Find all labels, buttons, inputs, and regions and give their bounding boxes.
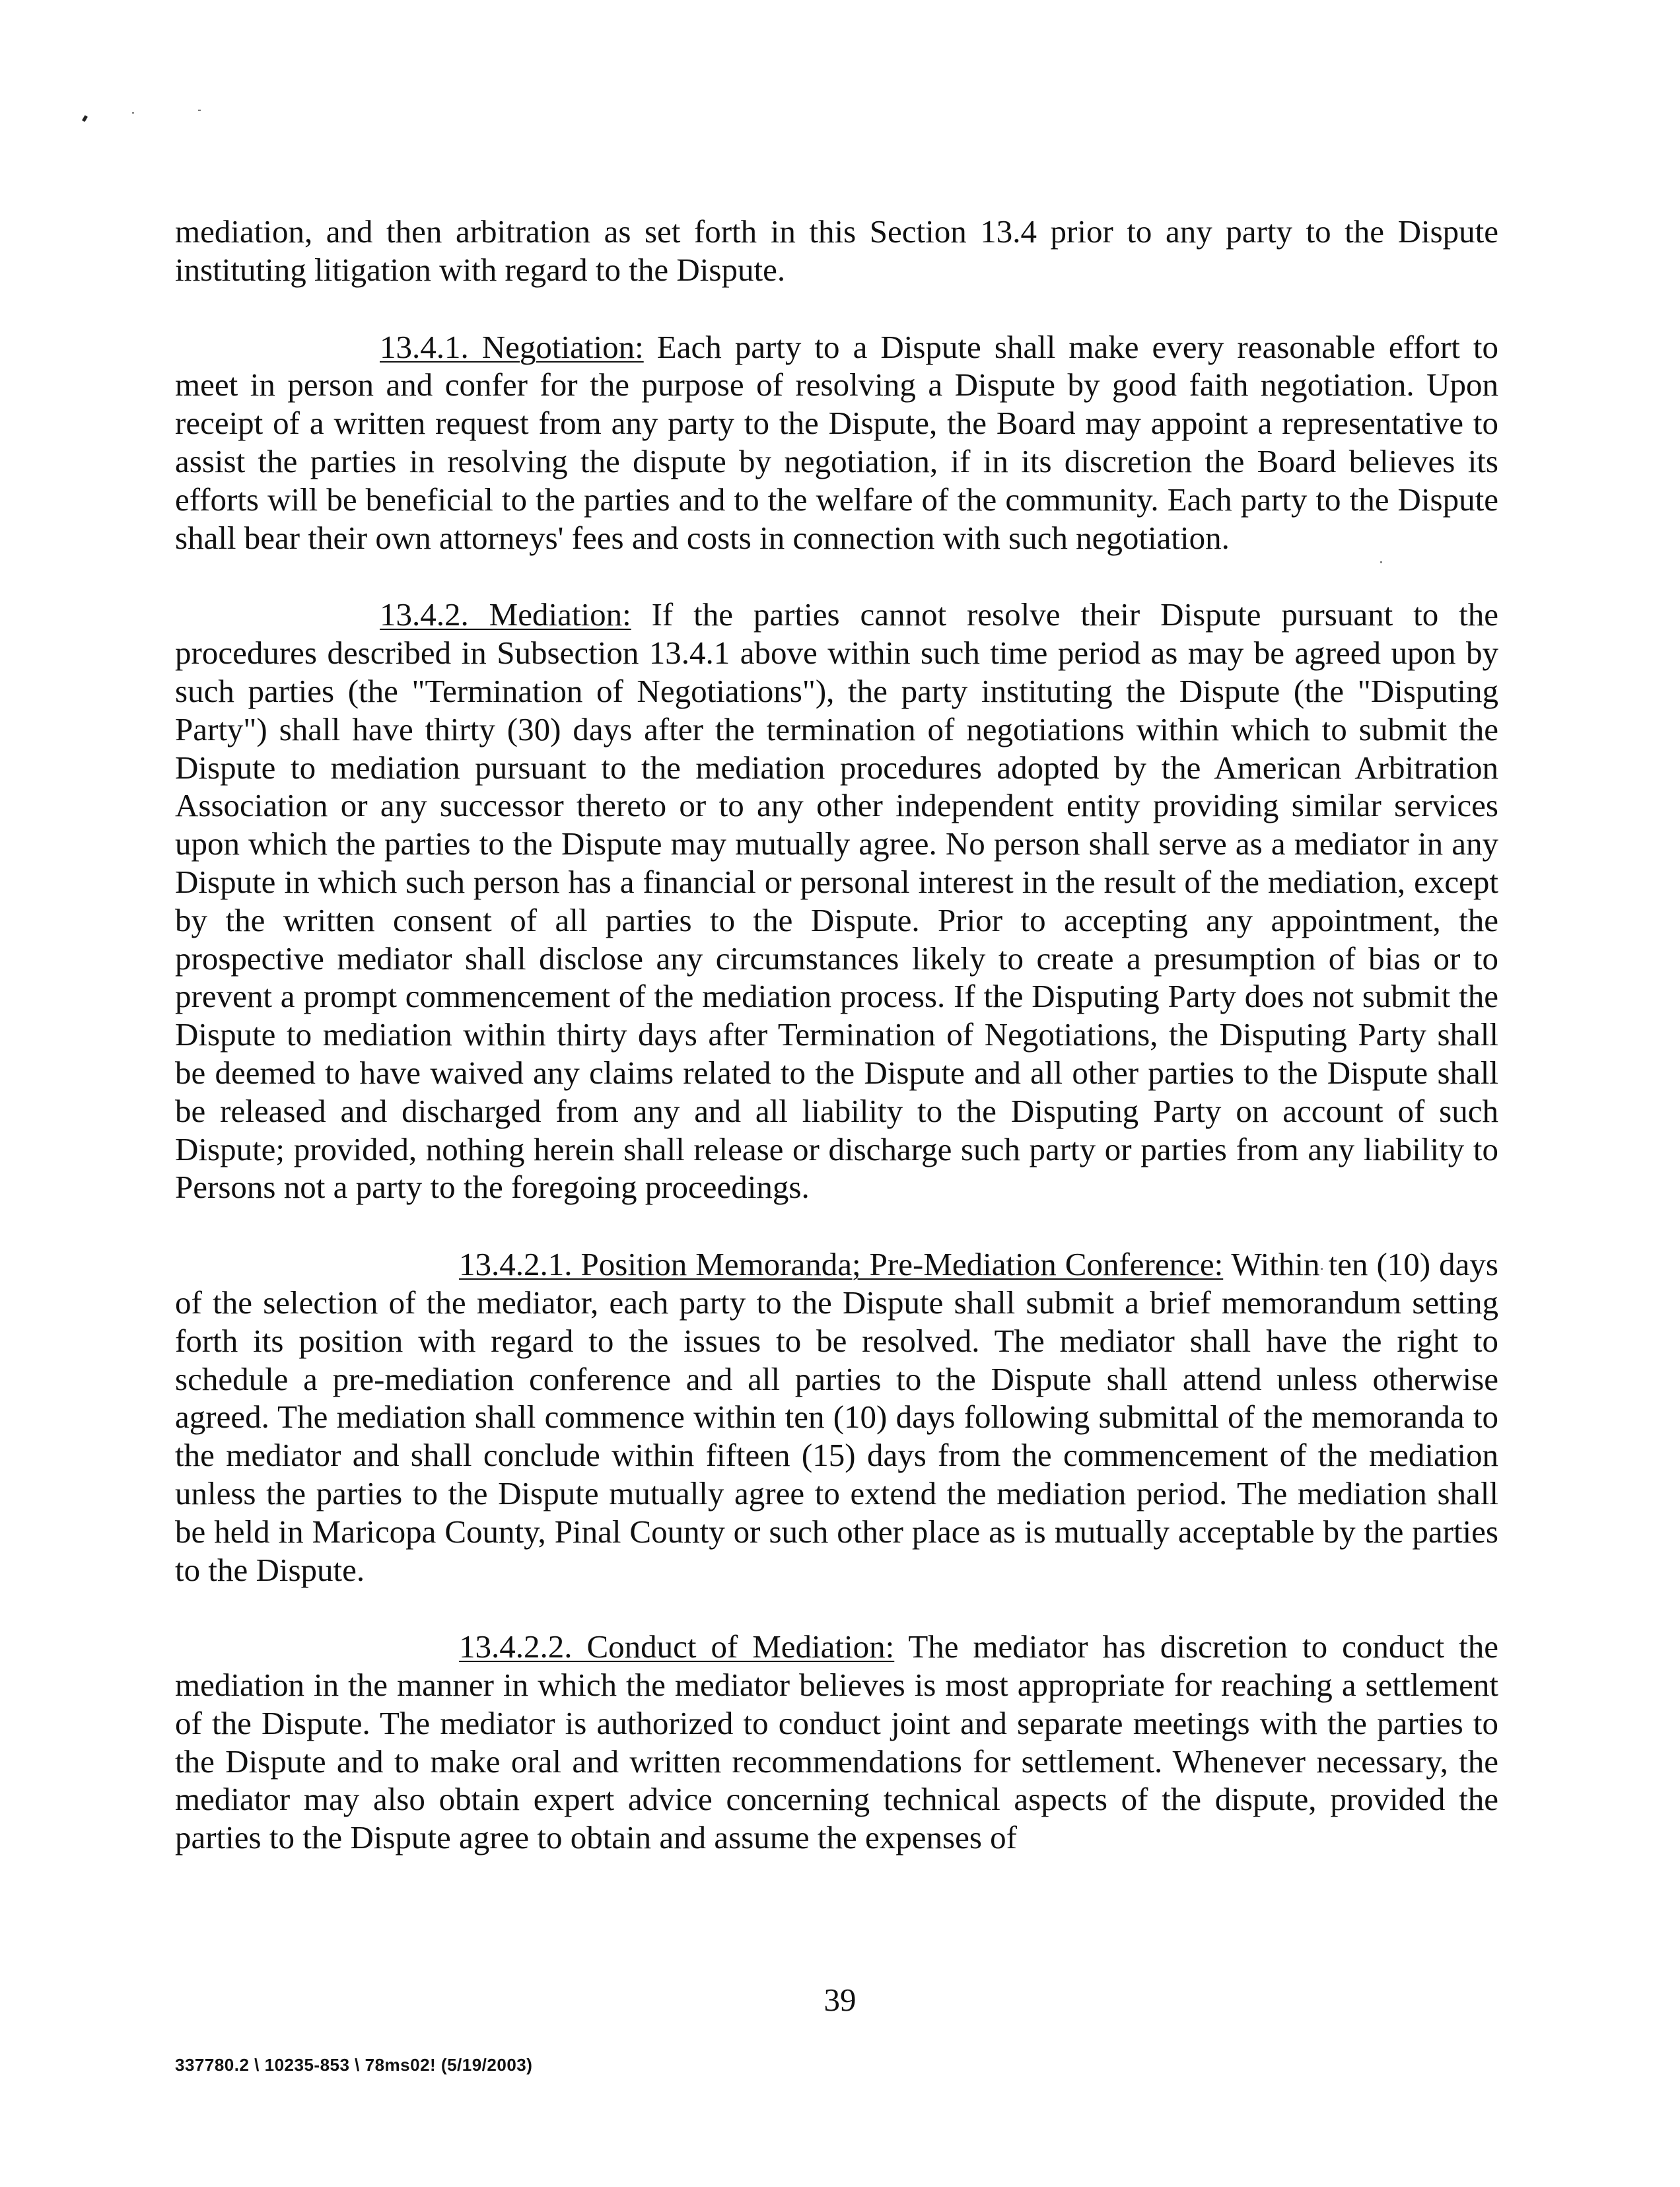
conduct-of-mediation-text: The mediator has discretion to conduct the mediation in the manner in which the mediator believes is most appropriate for reaching a settlement of the Dispute. The mediator is authorized to conduct joint and separate meetings with the parties to the Dispute and to make oral and written recommendations for settlement. Whenever necessary, the mediator may also obtain expert advice concerning technical aspects of the dispute, provided the parties to the Dispute agree to obtain and assume the expenses of (175, 1628, 1498, 1856)
mediation-heading: 13.4.2. Mediation: (380, 596, 631, 633)
position-memoranda-paragraph (175, 1245, 1498, 1589)
document-footer-id: 337780.2 \ 10235-853 \ 78ms02! (5/19/2003) (175, 2055, 533, 2075)
scan-speck (198, 110, 201, 111)
negotiation-heading: 13.4.1. Negotiation: (380, 328, 644, 365)
position-memoranda-heading: 13.4.2.1. Position Memoranda; Pre-Mediation Conference: (459, 1246, 1224, 1283)
mediation-paragraph (175, 596, 1498, 1206)
conduct-of-mediation-heading: 13.4.2.2. Conduct of Mediation: (459, 1628, 895, 1665)
scan-speck (82, 115, 88, 122)
position-memoranda-text: Within ten (10) days of the selection of the mediator, each party to the Dispute shall submit a brief memorandum setting forth its position with regard to the issues to be resolved. The mediator shall have the right to schedule a pre-mediation conference and all parties to the Dispute shall attend unless otherwise agreed. The mediation shall commence within ten (10) days following submittal of the memoranda to the mediator and shall conclude within fifteen (15) days from the commencement of the mediation unless the parties to the Dispute mutually agree to extend the mediation period. The mediation shall be held in Maricopa County, Pinal County or such other place as is mutually acceptable by the parties to the Dispute. (175, 1246, 1498, 1588)
page-number: 39 (823, 1982, 857, 2018)
intro-paragraph: mediation, and then arbitration as set forth in this Section 13.4 prior to any party to the Dispute instituting litigation with regard to the Dispute. (175, 213, 1498, 288)
conduct-of-mediation-paragraph (175, 1628, 1498, 1857)
negotiation-text: Each party to a Dispute shall make every reasonable effort to meet in person and confer for the purpose of resolving a Dispute by good faith negotiation. Upon receipt of a written request from any party to the Dispute, the Board may appoint a representative to assist the parties in resolving the dispute by negotiation, if in its discretion the Board believes its efforts will be beneficial to the parties and to the welfare of the community. Each party to the Dispute shall bear their own attorneys' fees and costs in connection with such negotiation. (175, 328, 1498, 556)
mediation-text: If the parties cannot resolve their Dispute pursuant to the procedures described in Subsection 13.4.1 above within such time period as may be agreed upon by such parties (the "Termination of Negotiations"), the party instituting the Dispute (the "Disputing Party") shall have thirty (30) days after the termination of negotiations within which to submit the Dispute to mediation pursuant to the mediation procedures adopted by the American Arbitration Association or any successor thereto or to any other independent entity providing similar services upon which the parties to the Dispute may mutually agree. No person shall serve as a mediator in any Dispute in which such person has a financial or personal interest in the result of the mediation, except by the written consent of all parties to the Dispute. Prior to accepting any appointment, the prospective mediator shall disclose any circumstances likely to create a presumption of bias or to prevent a prompt commencement of the mediation process. If the Disputing Party does not submit the Dispute to mediation within thirty days after Termination of Negotiations, the Disputing Party shall be deemed to have waived any claims related to the Dispute and all other parties to the Dispute shall be released and discharged from any and all liability to the Disputing Party on account of such Dispute; provided, nothing herein shall release or discharge such party or parties from any liability to Persons not a party to the foregoing proceedings. (175, 596, 1498, 1206)
negotiation-paragraph (175, 328, 1498, 557)
scan-speck (132, 112, 134, 114)
document-body (175, 213, 1498, 1857)
